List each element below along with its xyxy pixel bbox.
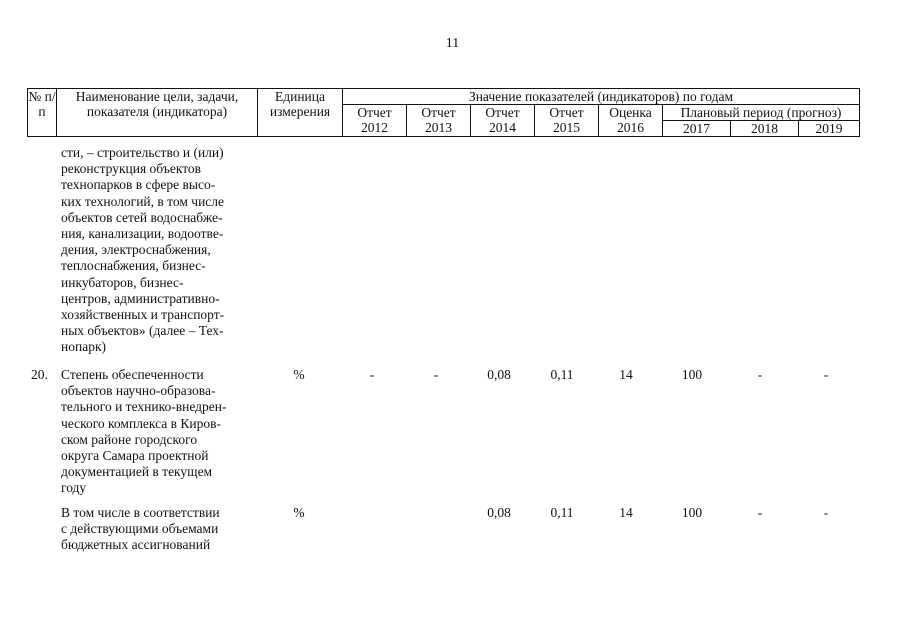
page-number: 11: [445, 36, 460, 51]
header-unit: Единица измерения: [258, 89, 343, 137]
header-name: Наименование цели, задачи, показателя (индикатора): [57, 89, 258, 137]
row-value-2013: -: [433, 367, 439, 382]
row-unit: %: [293, 367, 305, 382]
row-value-2016: 14: [619, 367, 633, 382]
row-value-2019: -: [823, 367, 829, 382]
row-unit: %: [293, 505, 305, 520]
header-plan-2019: 2019: [799, 121, 860, 137]
row-value-2016: 14: [619, 505, 633, 520]
indicator-table-header: [27, 88, 860, 137]
header-year-2013: Отчет 2013: [407, 105, 471, 137]
row-value-2017: 100: [681, 367, 703, 382]
header-year-2016: Оценка 2016: [599, 105, 663, 137]
row-value-2017: 100: [681, 505, 703, 520]
row-value-2015: 0,11: [550, 505, 574, 520]
header-plan-2017: 2017: [663, 121, 731, 137]
row-number: 20.: [31, 367, 48, 382]
row-value-2015: 0,11: [550, 367, 574, 382]
header-values-group: Значение показателей (индикаторов) по годам: [343, 89, 860, 105]
continuation-text: сти, – строительство и (или) реконструкция объектов технопарков в сфере высо- ких технологий, в том числе объектов сетей водоснабже- ния, канализации, водоотве- дения, электроснабжения, теплоснабжения, бизнес- инкубаторов, бизнес- центров, административно- хозяйственных и транспорт- ных объектов» (далее – Тех- нопарк): [61, 145, 225, 355]
row-name: В том числе в соответствии с действующими объемами бюджетных ассигнований: [61, 505, 220, 553]
header-plan-2018: 2018: [731, 121, 799, 137]
row-value-2018: -: [757, 367, 763, 382]
header-year-2012: Отчет 2012: [343, 105, 407, 137]
row-name: Степень обеспеченности объектов научно-образова- тельного и технико-внедрен- ческого комплекса в Киров- ском районе городского округа Самара проектной документацией в текущем году: [61, 367, 227, 496]
row-value-2014: 0,08: [487, 367, 511, 382]
row-value-2018: -: [757, 505, 763, 520]
row-value-2012: -: [369, 367, 375, 382]
header-year-2014: Отчет 2014: [471, 105, 535, 137]
header-plan-period: Плановый период (прогноз): [663, 105, 860, 121]
header-num: № п/п: [28, 89, 57, 137]
row-value-2014: 0,08: [487, 505, 511, 520]
header-year-2015: Отчет 2015: [535, 105, 599, 137]
row-value-2019: -: [823, 505, 829, 520]
